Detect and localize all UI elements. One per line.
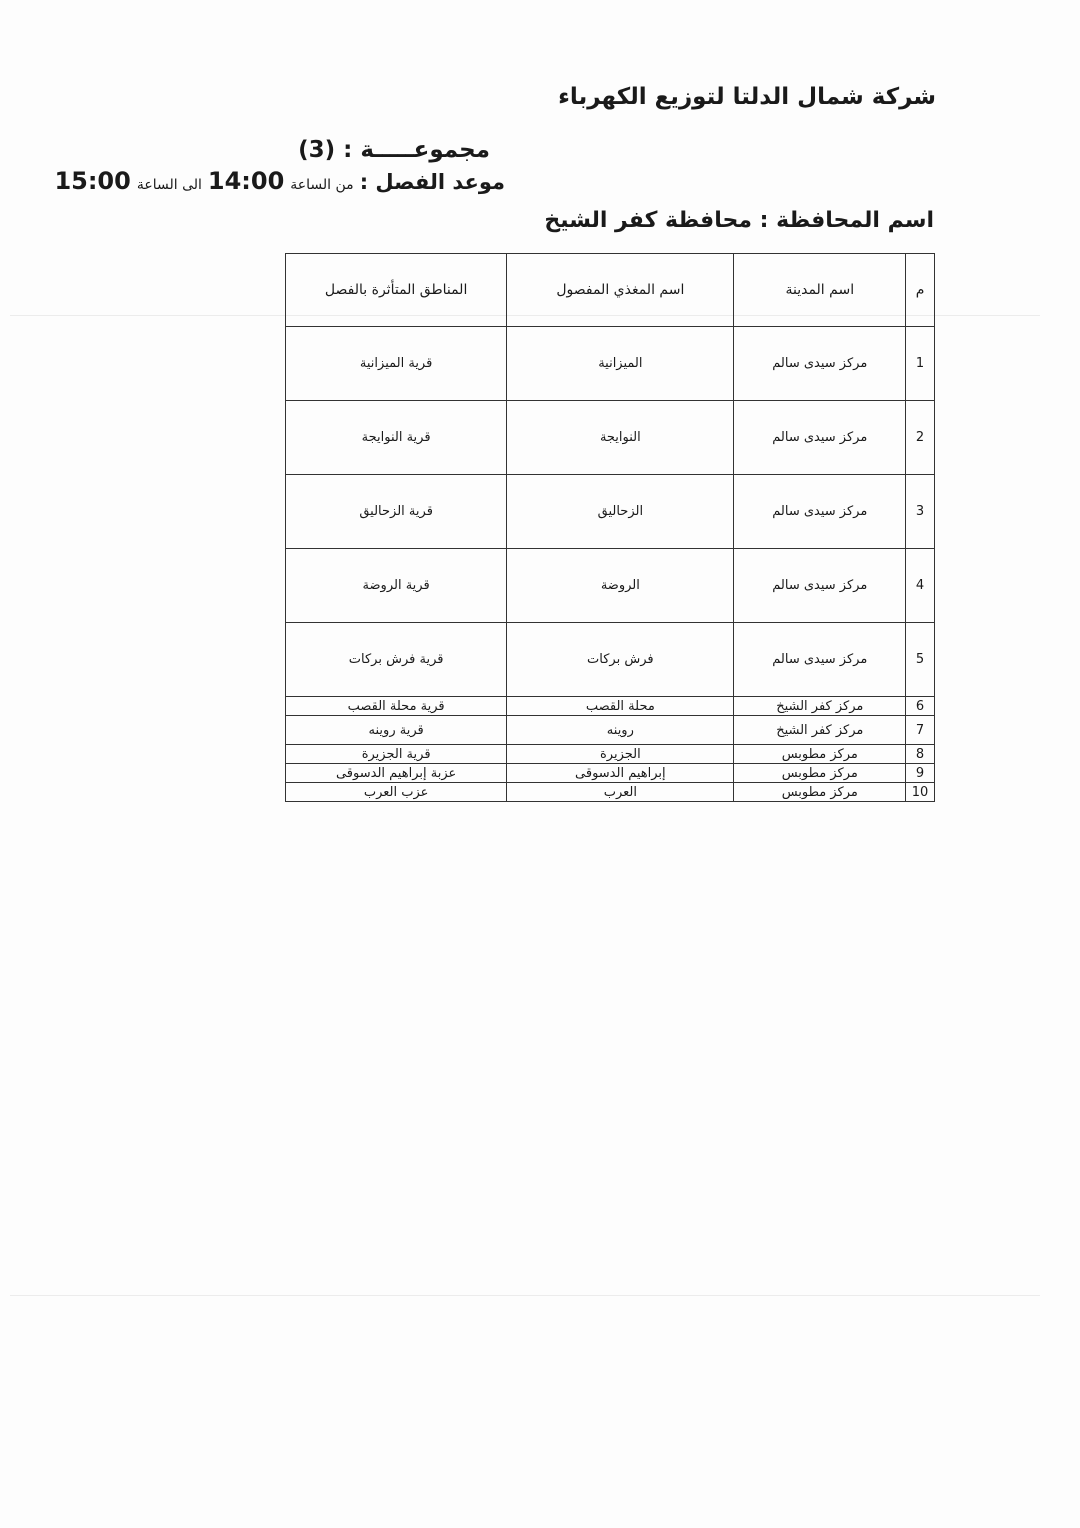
cell-feeder: محلة القصب: [507, 697, 734, 716]
cell-feeder: الروضة: [507, 549, 734, 623]
cell-feeder: الزحاليق: [507, 475, 734, 549]
table-row: [286, 764, 935, 783]
table-row: [286, 745, 935, 764]
outage-table: [285, 253, 935, 802]
governorate-name: اسم المحافظة : محافظة كفر الشيخ: [544, 208, 934, 233]
cell-area: قرية الميزانية: [286, 327, 507, 401]
cell-num: 6: [906, 697, 935, 716]
header-city: اسم المدينة: [734, 254, 906, 327]
cell-area: قرية الروضة: [286, 549, 507, 623]
cell-feeder: النوايجة: [507, 401, 734, 475]
cell-num: 10: [906, 783, 935, 802]
cell-num: 3: [906, 475, 935, 549]
cell-city: مركز كفر الشيخ: [734, 697, 906, 716]
to-text: الى الساعة: [136, 177, 202, 193]
cell-num: 4: [906, 549, 935, 623]
header-feeder: اسم المغذي المفصول: [507, 254, 734, 327]
cell-feeder: الجزيرة: [507, 745, 734, 764]
cell-feeder: العرب: [507, 783, 734, 802]
cell-num: 9: [906, 764, 935, 783]
cell-feeder: فرش بركات: [507, 623, 734, 697]
cell-city: مركز سيدى سالم: [734, 401, 906, 475]
cell-city: مركز مطوبس: [734, 745, 906, 764]
cell-city: مركز سيدى سالم: [734, 549, 906, 623]
from-time: 14:00: [207, 167, 285, 195]
table-row: [286, 327, 935, 401]
table-row: [286, 623, 935, 697]
cell-num: 1: [906, 327, 935, 401]
cell-num: 8: [906, 745, 935, 764]
cell-area: قرية الزحاليق: [286, 475, 507, 549]
table-header-row: [286, 254, 935, 327]
cell-city: مركز سيدى سالم: [734, 327, 906, 401]
schedule-label: موعد الفصل :: [359, 170, 505, 194]
cell-feeder: روينه: [507, 716, 734, 745]
cell-city: مركز مطوبس: [734, 764, 906, 783]
from-text: من الساعة: [290, 177, 354, 193]
scan-line: [10, 1295, 1040, 1296]
cell-feeder: إبراهيم الدسوقى: [507, 764, 734, 783]
cell-area: عزب العرب: [286, 783, 507, 802]
cell-city: مركز سيدى سالم: [734, 475, 906, 549]
cell-area: قرية روينه: [286, 716, 507, 745]
cell-area: قرية فرش بركات: [286, 623, 507, 697]
cell-city: مركز سيدى سالم: [734, 623, 906, 697]
group-label: مجموعـــــة : (3): [298, 137, 490, 163]
cell-num: 7: [906, 716, 935, 745]
cell-area: قرية محلة القصب: [286, 697, 507, 716]
header-num: م: [906, 254, 935, 327]
cut-schedule: [54, 167, 505, 195]
table-row: [286, 549, 935, 623]
cell-num: 5: [906, 623, 935, 697]
table-row: [286, 716, 935, 745]
cell-num: 2: [906, 401, 935, 475]
table-row: [286, 475, 935, 549]
company-name: شركة شمال الدلتا لتوزيع الكهرباء: [558, 84, 936, 110]
table-row: [286, 783, 935, 802]
table-row: [286, 401, 935, 475]
cell-city: مركز مطوبس: [734, 783, 906, 802]
header-areas: المناطق المتأثرة بالفصل: [286, 254, 507, 327]
to-time: 15:00: [54, 167, 131, 195]
cell-feeder: الميزانية: [507, 327, 734, 401]
cell-area: قرية الجزيرة: [286, 745, 507, 764]
table-row: [286, 697, 935, 716]
cell-city: مركز كفر الشيخ: [734, 716, 906, 745]
cell-area: عزبة إبراهيم الدسوقى: [286, 764, 507, 783]
cell-area: قرية النوايجة: [286, 401, 507, 475]
